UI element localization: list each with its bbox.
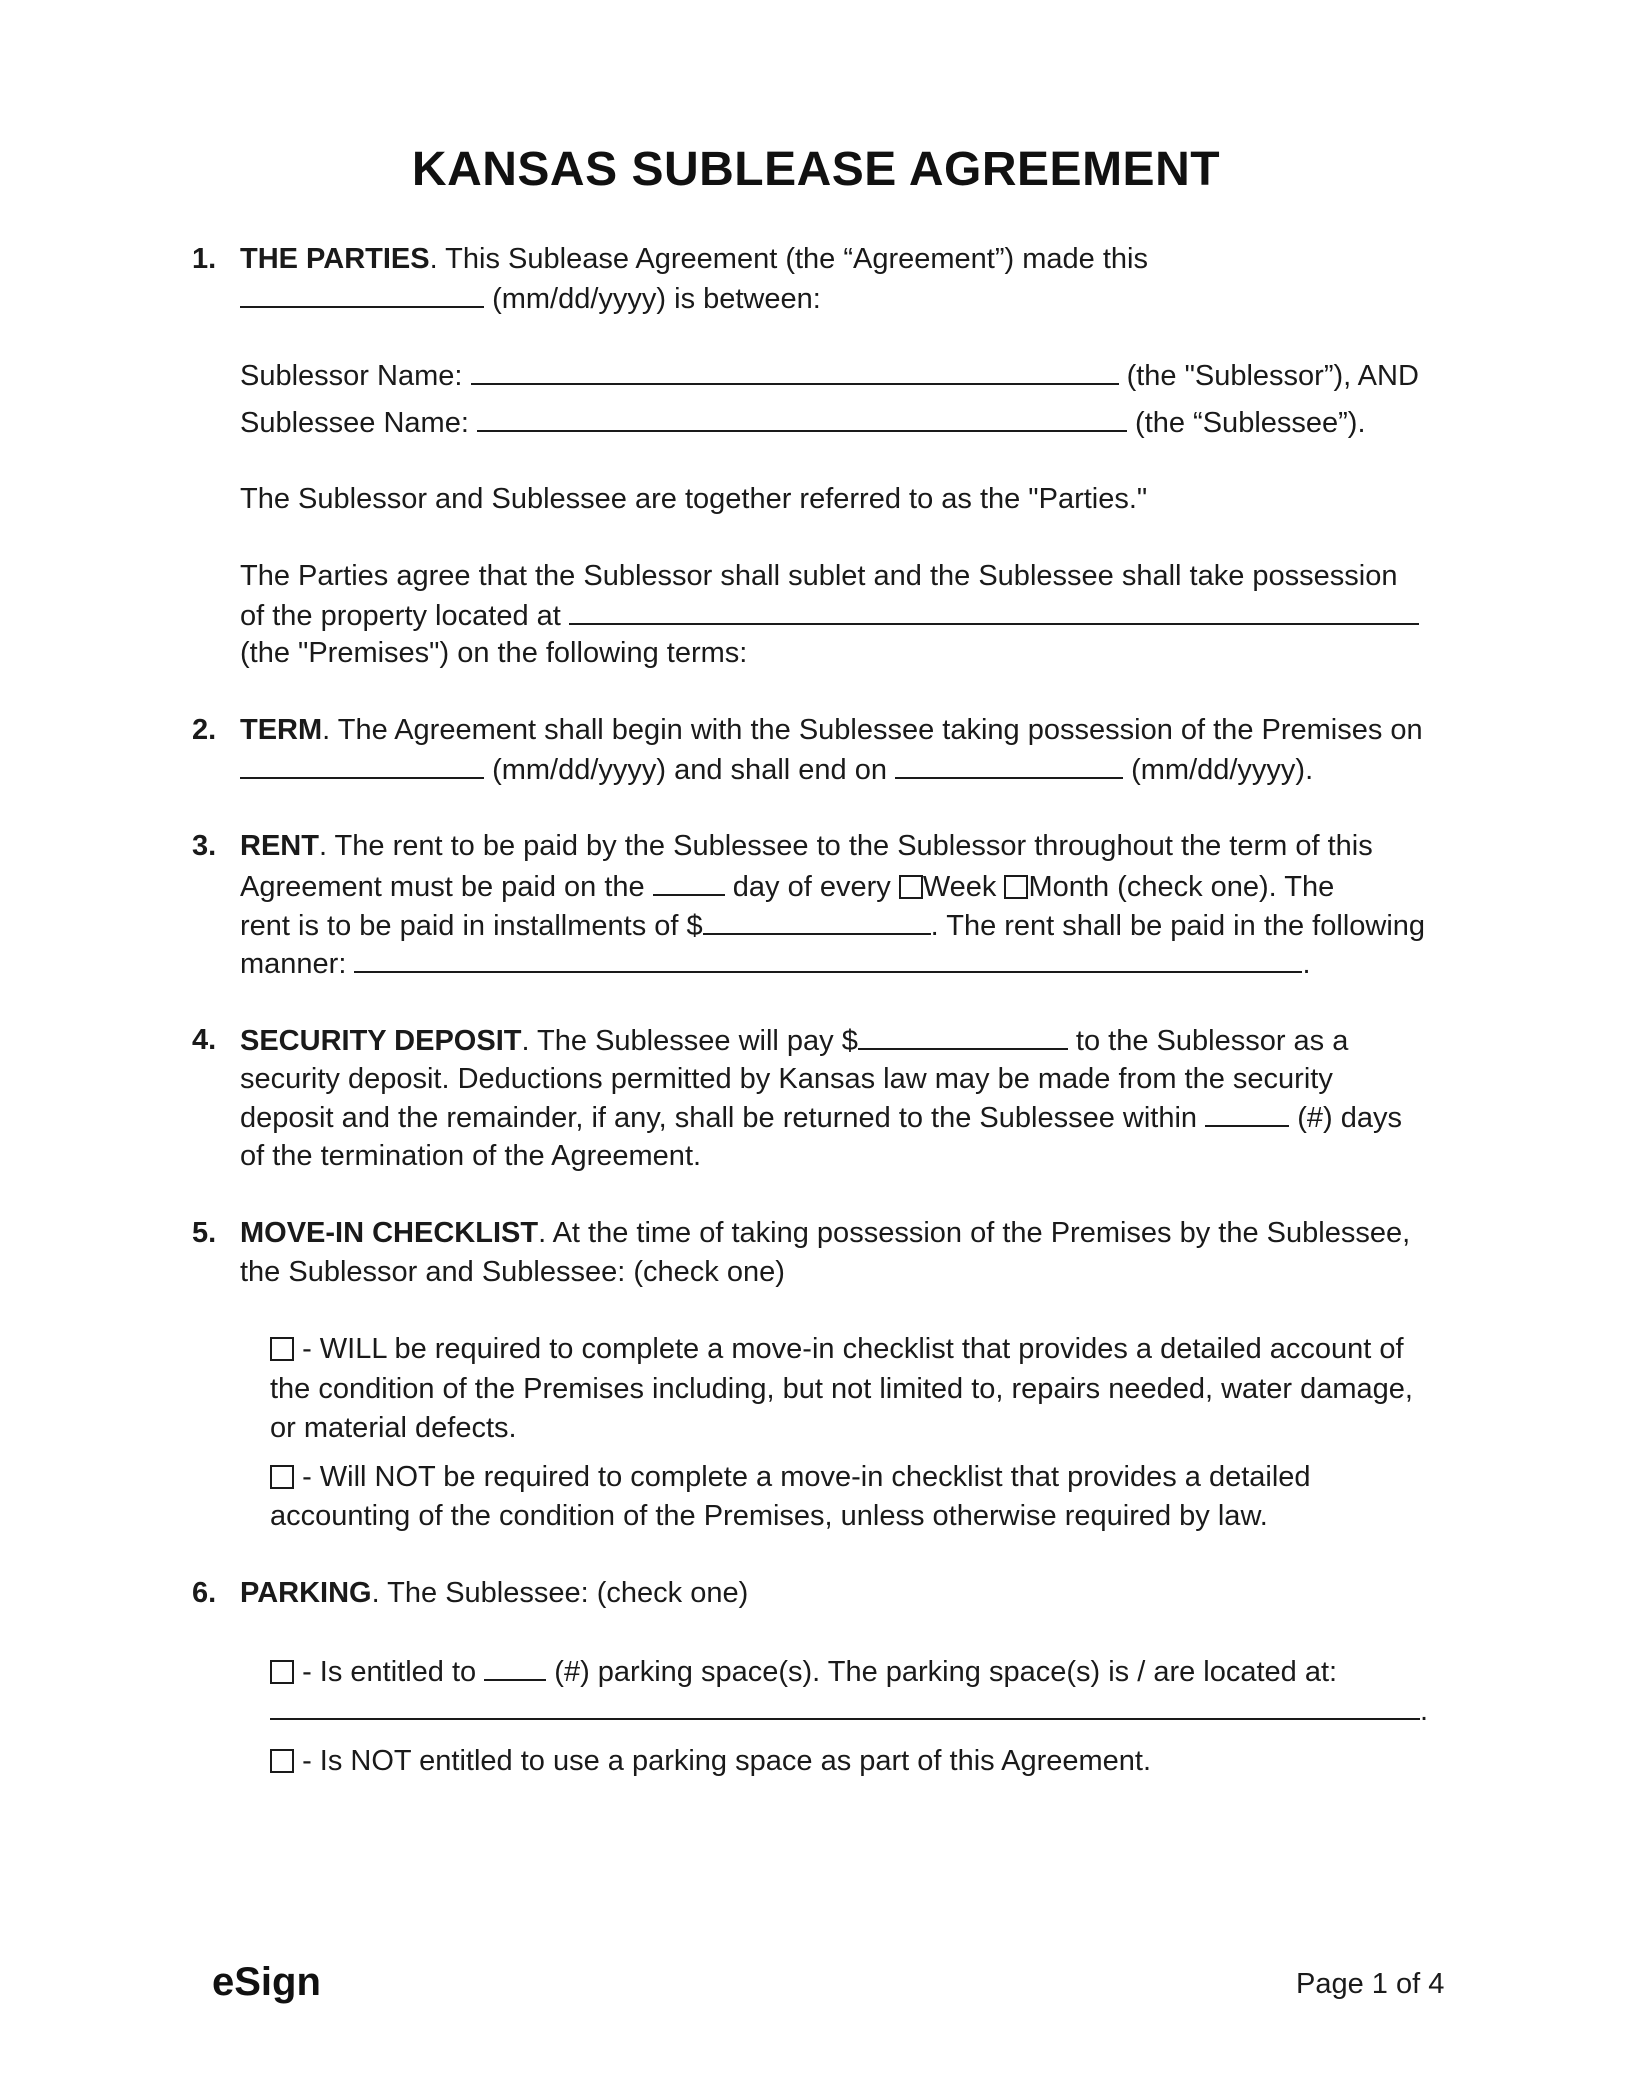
checklist-will-checkbox[interactable]	[270, 1337, 294, 1361]
section-1-heading: THE PARTIES	[240, 243, 430, 275]
premises-line-3: (the "Premises") on the following terms:	[240, 637, 748, 669]
section-1-date-line: (mm/dd/yyyy) is between:	[240, 280, 821, 317]
section-3-heading: RENT	[240, 830, 319, 862]
section-5-heading: MOVE-IN CHECKLIST	[240, 1217, 539, 1249]
parking-not-entitled-checkbox[interactable]	[270, 1749, 294, 1773]
parties-definition: The Sublessor and Sublessee are together referred to as the "Parties."	[240, 483, 1148, 515]
parking-spaces-count-blank[interactable]	[484, 1653, 546, 1681]
section-2-heading: TERM	[240, 714, 323, 746]
section-6-line-1: PARKING. The Sublessee: (check one)	[240, 1577, 749, 1609]
parking-location-blank[interactable]	[270, 1692, 1420, 1720]
section-1-line-1: THE PARTIES. This Sublease Agreement (the “Agreement”) made this	[240, 243, 1148, 275]
rent-month-checkbox[interactable]	[1004, 875, 1028, 899]
document-title: KANSAS SUBLEASE AGREEMENT	[411, 143, 1221, 196]
section-6-number: 6.	[192, 1577, 217, 1609]
section-4-line-2: security deposit. Deductions permitted by Kansas law may be made from the security	[240, 1063, 1333, 1095]
checklist-will-option: - WILL be required to complete a move-in checklist that provides a detailed account of	[270, 1331, 1404, 1367]
checklist-will-not-line-2: accounting of the condition of the Premises, unless otherwise required by law.	[270, 1500, 1268, 1532]
section-5-line-1: MOVE-IN CHECKLIST. At the time of taking possession of the Premises by the Sublessee,	[240, 1217, 1411, 1249]
property-address-blank[interactable]	[569, 597, 1419, 625]
term-end-date-blank[interactable]	[895, 751, 1123, 779]
checklist-will-line-2: the condition of the Premises including, but not limited to, repairs needed, water damage,	[270, 1373, 1413, 1405]
rent-day-blank[interactable]	[653, 868, 725, 896]
rent-week-checkbox[interactable]	[899, 875, 923, 899]
checklist-will-not-checkbox[interactable]	[270, 1465, 294, 1489]
section-3-line-1: RENT. The rent to be paid by the Sublessee to the Sublessor throughout the term of this	[240, 830, 1373, 862]
section-4-line-1: SECURITY DEPOSIT. The Sublessee will pay $ to the Sublessor as a	[240, 1022, 1348, 1059]
rent-payment-manner-blank[interactable]	[354, 945, 1302, 973]
section-3-number: 3.	[192, 830, 217, 862]
section-4-line-4: of the termination of the Agreement.	[240, 1140, 702, 1172]
sublessee-name-blank[interactable]	[477, 404, 1127, 432]
section-4-line-3: deposit and the remainder, if any, shall be returned to the Sublessee within (#) days	[240, 1099, 1402, 1136]
section-3-line-4: manner: .	[240, 945, 1311, 982]
parking-entitled-checkbox[interactable]	[270, 1660, 294, 1684]
parking-entitled-option: - Is entitled to (#) parking space(s). The parking space(s) is / are located at:	[270, 1653, 1337, 1690]
section-6-heading: PARKING	[240, 1577, 372, 1609]
section-5-number: 5.	[192, 1217, 217, 1249]
section-2-number: 2.	[192, 714, 217, 746]
rent-amount-blank[interactable]	[703, 907, 931, 935]
security-deposit-amount-blank[interactable]	[858, 1022, 1068, 1050]
section-3-line-3: rent is to be paid in installments of $ . The rent shall be paid in the following	[240, 907, 1425, 944]
section-5-line-2: the Sublessor and Sublessee: (check one)	[240, 1256, 785, 1288]
section-2-line-1: TERM. The Agreement shall begin with the Sublessee taking possession of the Premises on	[240, 714, 1423, 746]
section-3-line-2: Agreement must be paid on the day of every Week Month (check one). The	[240, 868, 1334, 905]
section-4-number: 4.	[192, 1024, 217, 1056]
agreement-date-blank[interactable]	[240, 280, 484, 308]
section-2-line-2: (mm/dd/yyyy) and shall end on (mm/dd/yyyy).	[240, 751, 1313, 788]
premises-line-2: of the property located at	[240, 597, 1419, 634]
checklist-will-line-3: or material defects.	[270, 1412, 517, 1444]
section-4-heading: SECURITY DEPOSIT	[240, 1025, 522, 1057]
section-1-number: 1.	[192, 243, 217, 275]
page-number: Page 1 of 4	[1296, 1968, 1445, 2000]
sublessor-name-blank[interactable]	[471, 357, 1119, 385]
parking-location-line: .	[270, 1692, 1428, 1729]
term-start-date-blank[interactable]	[240, 751, 484, 779]
esign-logo: eSign	[212, 1960, 321, 2004]
parking-not-entitled-option: - Is NOT entitled to use a parking space as part of this Agreement.	[270, 1743, 1151, 1779]
sublessee-name-line: Sublessee Name: (the “Sublessee”).	[240, 404, 1366, 441]
sublessor-name-line: Sublessor Name: (the "Sublessor”), AND	[240, 357, 1419, 394]
checklist-will-not-option: - Will NOT be required to complete a move-in checklist that provides a detailed	[270, 1459, 1311, 1495]
deposit-return-days-blank[interactable]	[1205, 1099, 1289, 1127]
premises-line-1: The Parties agree that the Sublessor shall sublet and the Sublessee shall take possession	[240, 560, 1398, 592]
